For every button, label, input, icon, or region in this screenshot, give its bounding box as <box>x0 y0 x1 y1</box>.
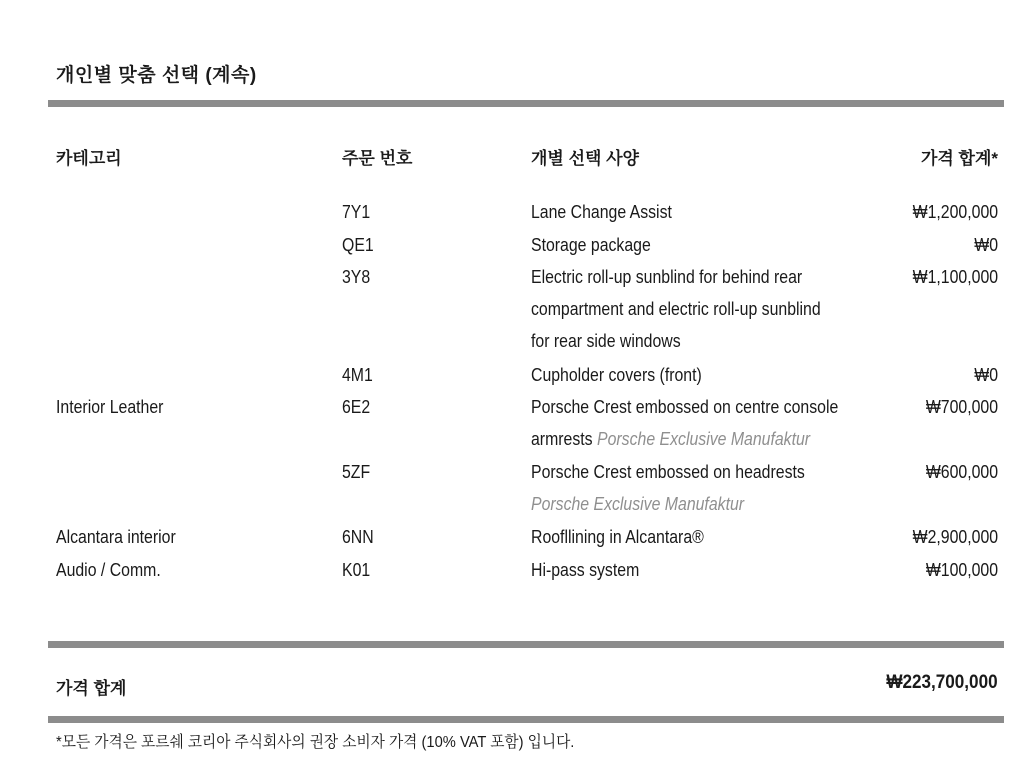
options-table <box>0 196 1024 586</box>
column-header-category: 카테고리 <box>56 149 122 168</box>
row-price: ₩700,000 <box>925 397 998 417</box>
option-line: Storage package <box>531 234 651 255</box>
row-category: Audio / Comm. <box>56 559 161 580</box>
table-row <box>0 391 1024 456</box>
row-order-number: 7Y1 <box>342 202 371 222</box>
row-order-number: 3Y8 <box>342 267 371 287</box>
option-line: Porsche Crest embossed on headrests <box>531 462 805 482</box>
row-order-number: 6NN <box>342 527 374 547</box>
row-option <box>531 391 857 455</box>
row-price: ₩100,000 <box>925 559 998 580</box>
table-row <box>0 229 1024 262</box>
row-category: Alcantara interior <box>56 527 176 547</box>
total-label: 가격 합계 <box>56 679 127 698</box>
option-line: Roofllining in Alcantara® <box>531 527 704 547</box>
row-price: ₩0 <box>974 234 998 255</box>
row-order-number: QE1 <box>342 234 374 255</box>
row-order-number: K01 <box>342 559 371 580</box>
column-header-order-number: 주문 번호 <box>342 149 413 168</box>
row-price: ₩2,900,000 <box>912 527 998 547</box>
row-order-number: 6E2 <box>342 397 371 417</box>
row-option <box>531 261 857 357</box>
row-option <box>531 521 857 553</box>
table-row <box>0 456 1024 521</box>
table-row <box>0 554 1024 587</box>
row-price: ₩1,200,000 <box>912 202 998 222</box>
option-line: compartment and electric roll-up sunblind <box>531 299 821 319</box>
bottom-divider <box>48 716 1004 723</box>
option-line: Electric roll-up sunblind for behind rear <box>531 267 803 287</box>
row-category: Interior Leather <box>56 397 164 417</box>
row-price: ₩0 <box>974 364 998 385</box>
row-order-number: 5ZF <box>342 462 371 482</box>
row-order-number: 4M1 <box>342 364 373 385</box>
footnote: *모든 가격은 포르쉐 코리아 주식회사의 권장 소비자 가격 (10% VAT 포함) 입니다. <box>56 734 575 751</box>
row-option <box>531 554 857 586</box>
page-title: 개인별 맞춤 선택 (계속) <box>56 65 257 86</box>
option-line: Cupholder covers (front) <box>531 364 702 385</box>
option-line: Hi-pass system <box>531 559 640 580</box>
exclusive-note: Porsche Exclusive Manufaktur <box>597 429 811 449</box>
row-option <box>531 196 857 228</box>
option-line: for rear side windows <box>531 331 681 351</box>
option-line: Porsche Crest embossed on centre console <box>531 397 839 417</box>
row-price: ₩1,100,000 <box>912 267 998 287</box>
row-option <box>531 359 857 391</box>
option-line: armrests Porsche Exclusive Manufaktur <box>531 429 811 449</box>
row-price: ₩600,000 <box>925 462 998 482</box>
table-row <box>0 196 1024 229</box>
total-value: ₩223,700,000 <box>886 672 998 693</box>
table-row <box>0 261 1024 359</box>
row-option <box>531 456 857 520</box>
option-line: Lane Change Assist <box>531 202 672 222</box>
table-row <box>0 521 1024 554</box>
middle-divider <box>48 641 1004 648</box>
exclusive-note: Porsche Exclusive Manufaktur <box>531 494 745 514</box>
column-header-option: 개별 선택 사양 <box>531 149 639 168</box>
column-header-price: 가격 합계* <box>920 149 998 168</box>
row-option <box>531 229 857 261</box>
table-row <box>0 359 1024 392</box>
top-divider <box>48 100 1004 107</box>
